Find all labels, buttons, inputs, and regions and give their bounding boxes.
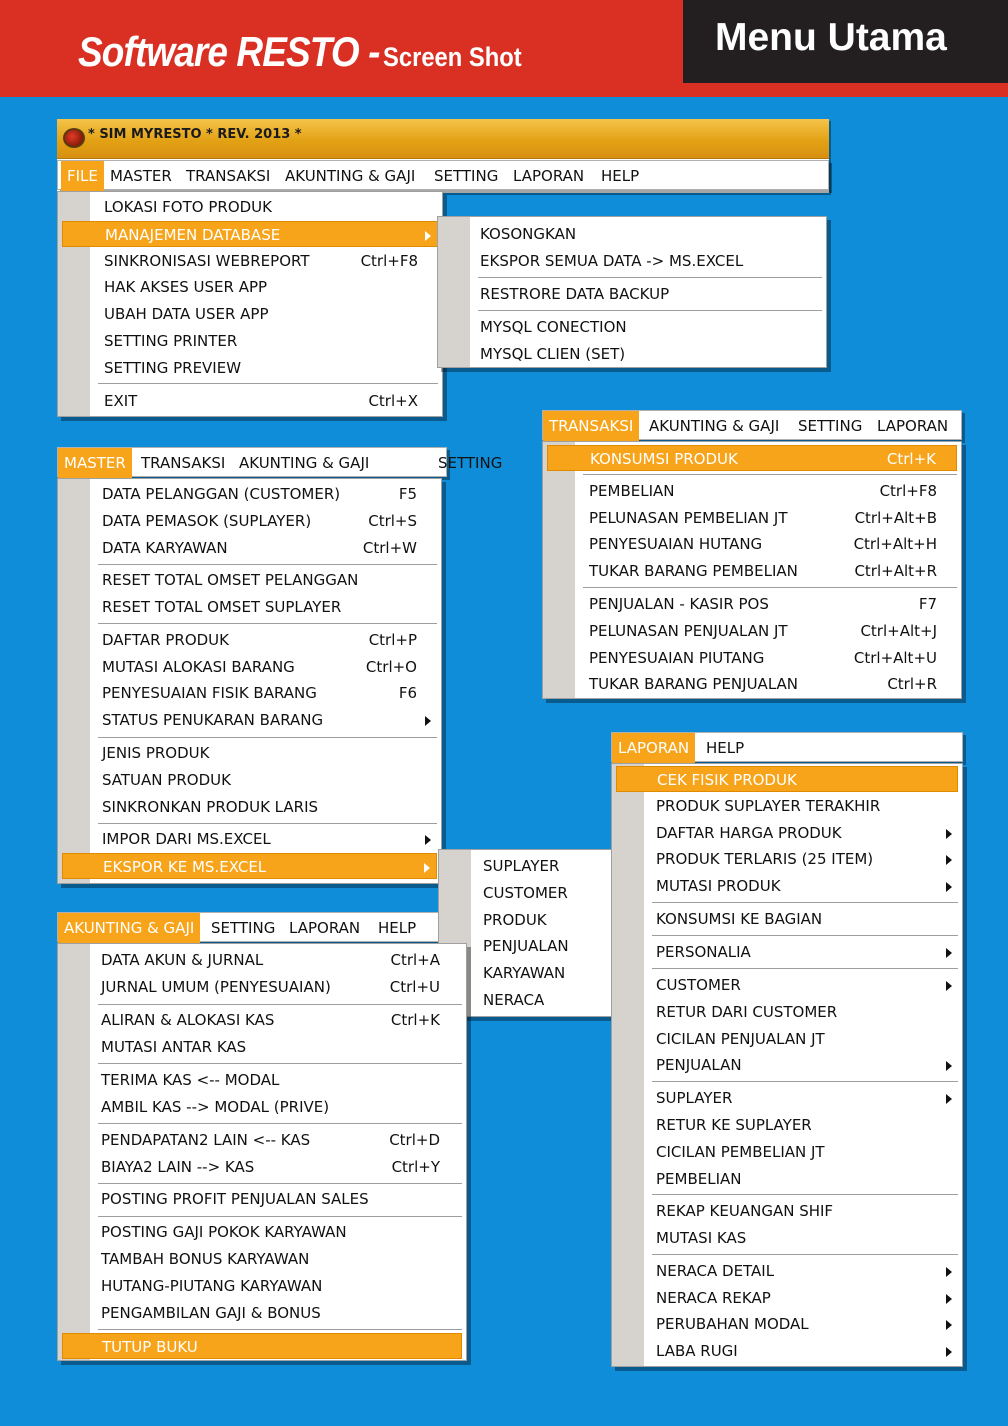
menubar-item-transaksi[interactable]: TRANSAKSI [186, 167, 271, 185]
menu-item-data-pemasok-suplayer[interactable] [62, 508, 437, 534]
submenu-arrow-icon [424, 863, 430, 873]
menu-item-label: DATA PELANGGAN (CUSTOMER) [102, 485, 341, 503]
header-title [78, 28, 522, 76]
menu-item-lokasi-foto-produk[interactable] [62, 194, 438, 220]
menu-item-daftar-harga-produk[interactable] [616, 820, 958, 846]
menu-item-data-pelanggan-customer[interactable] [62, 481, 437, 507]
menu-item-setting-preview[interactable] [62, 355, 438, 381]
menu-item-satuan-produk[interactable] [62, 767, 437, 793]
menu-item-shortcut: Ctrl+D [389, 1131, 440, 1149]
menu-item-mutasi-alokasi-barang[interactable] [62, 654, 437, 680]
menu-item-reset-total-omset-pelanggan[interactable] [62, 567, 437, 593]
menu-item-label: PRODUK TERLARIS (25 ITEM) [656, 850, 874, 868]
menu-item-label: PEMBELIAN [656, 1170, 742, 1188]
menubar-item-master[interactable]: MASTER [58, 448, 132, 478]
menu-item-label: TUTUP BUKU [102, 1338, 198, 1356]
menu-item-label: STATUS PENUKARAN BARANG [102, 711, 324, 729]
menu-item-shortcut: Ctrl+Alt+B [854, 509, 937, 527]
menu-item-label: HUTANG-PIUTANG KARYAWAN [101, 1277, 323, 1295]
menubar-item-akunting-gaji[interactable]: AKUNTING & GAJI [58, 913, 200, 943]
menu-item-status-penukaran-barang[interactable] [62, 707, 437, 733]
menu-item-neraca-detail[interactable] [616, 1258, 958, 1284]
menu-item-penyesuaian-fisik-barang[interactable] [62, 680, 437, 706]
menu-item-shortcut: F6 [398, 684, 417, 702]
menu-item-exit[interactable] [62, 388, 438, 414]
menu-item-label: PRODUK [483, 911, 547, 929]
submenu-arrow-icon [425, 716, 431, 726]
submenu-arrow-icon [946, 1094, 952, 1104]
header-banner [0, 0, 1008, 97]
menubar-item-help[interactable]: HELP [378, 919, 417, 937]
menu-item-produk-terlaris-25-item[interactable] [616, 846, 958, 872]
menu-item-label: TAMBAH BONUS KARYAWAN [101, 1250, 310, 1268]
menu-item-label: MUTASI ALOKASI BARANG [102, 658, 295, 676]
master-bar [57, 447, 503, 477]
app-logo-icon [63, 128, 85, 148]
menu-item-label: BIAYA2 LAIN --> KAS [101, 1158, 255, 1176]
menu-item-tutup-buku[interactable] [62, 1333, 462, 1359]
menu-item-label: RESTRORE DATA BACKUP [480, 285, 670, 303]
menu-separator [583, 587, 957, 588]
menu-separator [98, 1063, 462, 1064]
menu-item-posting-gaji-pokok-karyawan[interactable] [62, 1219, 462, 1245]
menu-item-penyesuaian-hutang[interactable] [547, 531, 957, 557]
menu-item-label: DAFTAR HARGA PRODUK [656, 824, 842, 842]
menu-item-shortcut: Ctrl+O [365, 658, 417, 676]
menubar-item-master[interactable]: MASTER [110, 167, 172, 185]
menu-item-mysql-clien-set[interactable] [442, 341, 822, 367]
laporan-menu [611, 763, 963, 1367]
menu-item-label: LABA RUGI [656, 1342, 738, 1360]
menu-item-konsumsi-produk[interactable] [547, 445, 957, 471]
menu-item-label: PENJUALAN [483, 937, 569, 955]
menu-item-mutasi-kas[interactable] [616, 1225, 958, 1251]
menu-item-laba-rugi[interactable] [616, 1338, 958, 1364]
menu-item-label: KOSONGKAN [480, 225, 577, 243]
menu-item-restrore-data-backup[interactable] [442, 281, 822, 307]
menu-item-rekap-keuangan-shif[interactable] [616, 1198, 958, 1224]
menu-item-label: SATUAN PRODUK [102, 771, 231, 789]
menu-item-label: MANAJEMEN DATABASE [105, 226, 281, 244]
menu-item-shortcut: Ctrl+Alt+H [853, 535, 937, 553]
menu-item-ambil-kas-modal-prive[interactable] [62, 1094, 462, 1120]
menu-item-label: EXIT [104, 392, 138, 410]
menu-item-biaya2-lain-kas[interactable] [62, 1154, 462, 1180]
menu-item-label: PENDAPATAN2 LAIN <-- KAS [101, 1131, 311, 1149]
menu-item-label: PRODUK SUPLAYER TERAKHIR [656, 797, 881, 815]
menu-item-posting-profit-penjualan-sales[interactable] [62, 1186, 462, 1212]
menu-item-label: PENYESUAIAN HUTANG [589, 535, 763, 553]
menu-item-label: REKAP KEUANGAN SHIF [656, 1202, 834, 1220]
menu-item-label: PENGAMBILAN GAJI & BONUS [101, 1304, 321, 1322]
menu-item-shortcut: Ctrl+R [887, 675, 937, 693]
menu-item-sinkronkan-produk-laris[interactable] [62, 794, 437, 820]
menubar-item-setting[interactable]: SETTING [434, 167, 499, 185]
submenu-arrow-icon [946, 882, 952, 892]
submenu-arrow-icon [425, 231, 431, 241]
menu-item-shortcut: Ctrl+Y [391, 1158, 440, 1176]
menu-item-label: KARYAWAN [483, 964, 566, 982]
menu-item-label: LOKASI FOTO PRODUK [104, 198, 272, 216]
menubar-item-laporan[interactable]: LAPORAN [877, 417, 949, 435]
menu-item-retur-ke-suplayer[interactable] [616, 1112, 958, 1138]
menu-item-label: AMBIL KAS --> MODAL (PRIVE) [101, 1098, 330, 1116]
menubar-item-help[interactable]: HELP [706, 739, 745, 757]
menu-item-cicilan-pembelian-jt[interactable] [616, 1139, 958, 1165]
menu-item-label: DATA KARYAWAN [102, 539, 228, 557]
menu-item-label: CEK FISIK PRODUK [657, 771, 797, 789]
submenu-arrow-icon [946, 948, 952, 958]
menu-item-label: DATA AKUN & JURNAL [101, 951, 264, 969]
menu-item-produk-suplayer-terakhir[interactable] [616, 793, 958, 819]
menu-item-tukar-barang-penjualan[interactable] [547, 671, 957, 697]
menu-item-hak-akses-user-app[interactable] [62, 274, 438, 300]
menu-item-penyesuaian-piutang[interactable] [547, 645, 957, 671]
menu-item-label: CUSTOMER [656, 976, 741, 994]
menu-item-kosongkan[interactable] [442, 221, 822, 247]
menu-item-label: CUSTOMER [483, 884, 568, 902]
menu-item-label: PENYESUAIAN FISIK BARANG [102, 684, 317, 702]
menu-item-label: TERIMA KAS <-- MODAL [101, 1071, 280, 1089]
menu-item-shortcut: Ctrl+Alt+J [860, 622, 937, 640]
menu-item-label: SETTING PREVIEW [104, 359, 242, 377]
menu-separator [652, 1254, 958, 1255]
header-title-main: Software RESTO - [78, 28, 380, 75]
akunting-bar [57, 912, 467, 942]
menu-item-label: MUTASI PRODUK [656, 877, 781, 895]
menu-separator [98, 1216, 462, 1217]
laporan-bar [611, 732, 963, 762]
menu-item-pelunasan-pembelian-jt[interactable] [547, 505, 957, 531]
menu-item-label: PEMBELIAN [589, 482, 675, 500]
menu-item-label: HAK AKSES USER APP [104, 278, 268, 296]
menu-separator [652, 1194, 958, 1195]
menu-item-label: POSTING GAJI POKOK KARYAWAN [101, 1223, 347, 1241]
header-right-label: Menu Utama [715, 16, 947, 59]
menu-separator [98, 623, 437, 624]
menu-item-perubahan-modal[interactable] [616, 1311, 958, 1337]
menu-item-mutasi-produk[interactable] [616, 873, 958, 899]
submenu-arrow-icon [946, 981, 952, 991]
menu-item-terima-kas-modal[interactable] [62, 1067, 462, 1093]
menu-item-pendapatan2-lain-kas[interactable] [62, 1127, 462, 1153]
menu-item-label: EKSPOR KE MS.EXCEL [103, 858, 267, 876]
menu-item-label: TUKAR BARANG PEMBELIAN [589, 562, 798, 580]
menu-item-label: NERACA REKAP [656, 1289, 771, 1307]
menu-item-pengambilan-gaji-bonus[interactable] [62, 1300, 462, 1326]
file-menu [57, 191, 443, 417]
menu-item-mutasi-antar-kas[interactable] [62, 1034, 462, 1060]
menu-item-label: MUTASI KAS [656, 1229, 747, 1247]
database-submenu [437, 216, 827, 368]
menu-item-label: RESET TOTAL OMSET SUPLAYER [102, 598, 342, 616]
menu-item-penjualan-kasir-pos[interactable] [547, 591, 957, 617]
menu-item-label: EKSPOR SEMUA DATA -> MS.EXCEL [480, 252, 744, 270]
menu-item-ekspor-semua-data-ms-excel[interactable] [442, 248, 822, 274]
menu-item-konsumsi-ke-bagian[interactable] [616, 906, 958, 932]
menu-item-tukar-barang-pembelian[interactable] [547, 558, 957, 584]
window-title: * SIM MYRESTO * REV. 2013 * [88, 127, 302, 142]
transaksi-bar [542, 410, 962, 440]
akunting-menu [57, 943, 467, 1361]
menu-item-shortcut: Ctrl+K [886, 450, 936, 468]
submenu-arrow-icon [946, 855, 952, 865]
menu-item-label: PELUNASAN PEMBELIAN JT [589, 509, 788, 527]
menu-item-label: RETUR KE SUPLAYER [656, 1116, 812, 1134]
menu-separator [98, 383, 438, 384]
menu-item-mysql-conection[interactable] [442, 314, 822, 340]
menu-item-label: IMPOR DARI MS.EXCEL [102, 830, 271, 848]
menu-item-label: KONSUMSI KE BAGIAN [656, 910, 823, 928]
menubar-item-akunting-gaji[interactable]: AKUNTING & GAJI [285, 167, 416, 185]
menubar-item-akunting-gaji[interactable]: AKUNTING & GAJI [649, 417, 780, 435]
menu-item-shortcut: Ctrl+Alt+R [854, 562, 937, 580]
menu-item-label: JURNAL UMUM (PENYESUAIAN) [101, 978, 331, 996]
menu-item-pembelian[interactable] [547, 478, 957, 504]
menu-item-daftar-produk[interactable] [62, 627, 437, 653]
menu-separator [652, 902, 958, 903]
menu-item-label: TUKAR BARANG PENJUALAN [589, 675, 798, 693]
menu-item-label: KONSUMSI PRODUK [590, 450, 738, 468]
menu-separator [98, 1183, 462, 1184]
submenu-arrow-icon [946, 829, 952, 839]
submenu-arrow-icon [946, 1294, 952, 1304]
menu-item-label: SINKRONISASI WEBREPORT [104, 252, 310, 270]
menu-item-pembelian[interactable] [616, 1166, 958, 1192]
menubar-item-transaksi[interactable]: TRANSAKSI [141, 454, 226, 472]
menu-item-label: CICILAN PEMBELIAN JT [656, 1143, 825, 1161]
menu-item-hutang-piutang-karyawan[interactable] [62, 1273, 462, 1299]
menubar-item-laporan[interactable]: LAPORAN [289, 919, 361, 937]
menu-item-jenis-produk[interactable] [62, 740, 437, 766]
menu-item-data-karyawan[interactable] [62, 535, 437, 561]
submenu-arrow-icon [946, 1061, 952, 1071]
menu-item-label: SUPLAYER [483, 857, 560, 875]
menu-item-personalia[interactable] [616, 939, 958, 965]
menu-item-label: PENYESUAIAN PIUTANG [589, 649, 765, 667]
menu-item-sinkronisasi-webreport[interactable] [62, 248, 438, 274]
menu-item-label: PERUBAHAN MODAL [656, 1315, 809, 1333]
menu-item-label: SUPLAYER [656, 1089, 733, 1107]
menu-item-label: DAFTAR PRODUK [102, 631, 230, 649]
menu-separator [652, 1081, 958, 1082]
menu-separator [652, 935, 958, 936]
menu-item-aliran-alokasi-kas[interactable] [62, 1007, 462, 1033]
menubar-item-akunting-gaji[interactable]: AKUNTING & GAJI [239, 454, 370, 472]
menu-separator [98, 1004, 462, 1005]
header-title-sub: Screen Shot [383, 42, 522, 72]
menu-separator [98, 564, 437, 565]
transaksi-menu [542, 441, 962, 699]
menu-item-pelunasan-penjualan-jt[interactable] [547, 618, 957, 644]
menu-item-cek-fisik-produk[interactable] [616, 766, 958, 792]
menu-item-label: NERACA [483, 991, 545, 1009]
menu-item-jurnal-umum-penyesuaian[interactable] [62, 974, 462, 1000]
menu-separator [98, 737, 437, 738]
menu-item-label: CICILAN PENJUALAN JT [656, 1030, 825, 1048]
menu-item-retur-dari-customer[interactable] [616, 999, 958, 1025]
submenu-arrow-icon [425, 835, 431, 845]
menu-item-shortcut: Ctrl+W [362, 539, 417, 557]
submenu-arrow-icon [946, 1347, 952, 1357]
menu-item-shortcut: Ctrl+S [368, 512, 417, 530]
menubar-item-setting[interactable]: SETTING [438, 454, 503, 472]
menu-item-label: SINKRONKAN PRODUK LARIS [102, 798, 319, 816]
menu-item-shortcut: Ctrl+Alt+U [853, 649, 937, 667]
menu-item-suplayer[interactable] [616, 1085, 958, 1111]
menu-item-shortcut: Ctrl+K [390, 1011, 440, 1029]
menubar-item-transaksi[interactable]: TRANSAKSI [543, 411, 639, 441]
header-right-box [683, 0, 1008, 83]
menubar-item-setting[interactable]: SETTING [798, 417, 863, 435]
menu-item-label: MUTASI ANTAR KAS [101, 1038, 247, 1056]
menu-item-label: JENIS PRODUK [102, 744, 210, 762]
menu-item-impor-dari-ms-excel[interactable] [62, 826, 437, 852]
submenu-arrow-icon [946, 1320, 952, 1330]
menu-item-label: DATA PEMASOK (SUPLAYER) [102, 512, 312, 530]
menu-item-label: PENJUALAN - KASIR POS [589, 595, 769, 613]
menu-item-shortcut: Ctrl+A [390, 951, 440, 969]
menu-item-neraca-rekap[interactable] [616, 1285, 958, 1311]
menu-item-label: ALIRAN & ALOKASI KAS [101, 1011, 275, 1029]
menu-item-ubah-data-user-app[interactable] [62, 301, 438, 327]
menu-separator [652, 968, 958, 969]
menu-item-label: SETTING PRINTER [104, 332, 238, 350]
file-bar [57, 160, 829, 190]
menu-item-cicilan-penjualan-jt[interactable] [616, 1026, 958, 1052]
menu-item-label: MYSQL CLIEN (SET) [480, 345, 626, 363]
menubar-item-laporan[interactable]: LAPORAN [513, 167, 585, 185]
menu-item-setting-printer[interactable] [62, 328, 438, 354]
menu-item-tambah-bonus-karyawan[interactable] [62, 1246, 462, 1272]
menu-separator [478, 277, 822, 278]
menu-item-shortcut: F7 [918, 595, 937, 613]
menu-item-shortcut: Ctrl+X [368, 392, 418, 410]
menu-item-shortcut: Ctrl+F8 [879, 482, 937, 500]
menu-item-label: UBAH DATA USER APP [104, 305, 269, 323]
menu-item-manajemen-database[interactable] [62, 221, 438, 247]
menubar-item-help[interactable]: HELP [601, 167, 640, 185]
menu-item-label: PERSONALIA [656, 943, 751, 961]
menu-item-shortcut: Ctrl+P [368, 631, 417, 649]
menu-item-label: RETUR DARI CUSTOMER [656, 1003, 838, 1021]
menu-item-label: PENJUALAN [656, 1056, 742, 1074]
menu-separator [98, 823, 437, 824]
window-titlebar [57, 119, 829, 159]
menu-item-label: RESET TOTAL OMSET PELANGGAN [102, 571, 359, 589]
menu-item-label: MYSQL CONECTION [480, 318, 627, 336]
menu-separator [583, 474, 957, 475]
menu-item-label: NERACA DETAIL [656, 1262, 775, 1280]
menu-item-customer[interactable] [616, 972, 958, 998]
menu-separator [478, 310, 822, 311]
menu-item-shortcut: Ctrl+F8 [360, 252, 418, 270]
menu-item-ekspor-ke-ms-excel[interactable] [62, 853, 437, 879]
master-menu [57, 478, 442, 884]
menu-item-label: PELUNASAN PENJUALAN JT [589, 622, 788, 640]
menu-item-reset-total-omset-suplayer[interactable] [62, 594, 437, 620]
submenu-arrow-icon [946, 1267, 952, 1277]
menu-item-penjualan[interactable] [616, 1052, 958, 1078]
menubar-item-setting[interactable]: SETTING [211, 919, 276, 937]
menu-item-label: POSTING PROFIT PENJUALAN SALES [101, 1190, 369, 1208]
menu-separator [98, 1123, 462, 1124]
menubar-item-file[interactable]: FILE [61, 161, 104, 191]
menubar-item-laporan[interactable]: LAPORAN [612, 733, 695, 763]
menu-item-data-akun-jurnal[interactable] [62, 947, 462, 973]
menu-separator [98, 1329, 462, 1330]
menu-item-shortcut: F5 [398, 485, 417, 503]
menu-item-shortcut: Ctrl+U [389, 978, 440, 996]
